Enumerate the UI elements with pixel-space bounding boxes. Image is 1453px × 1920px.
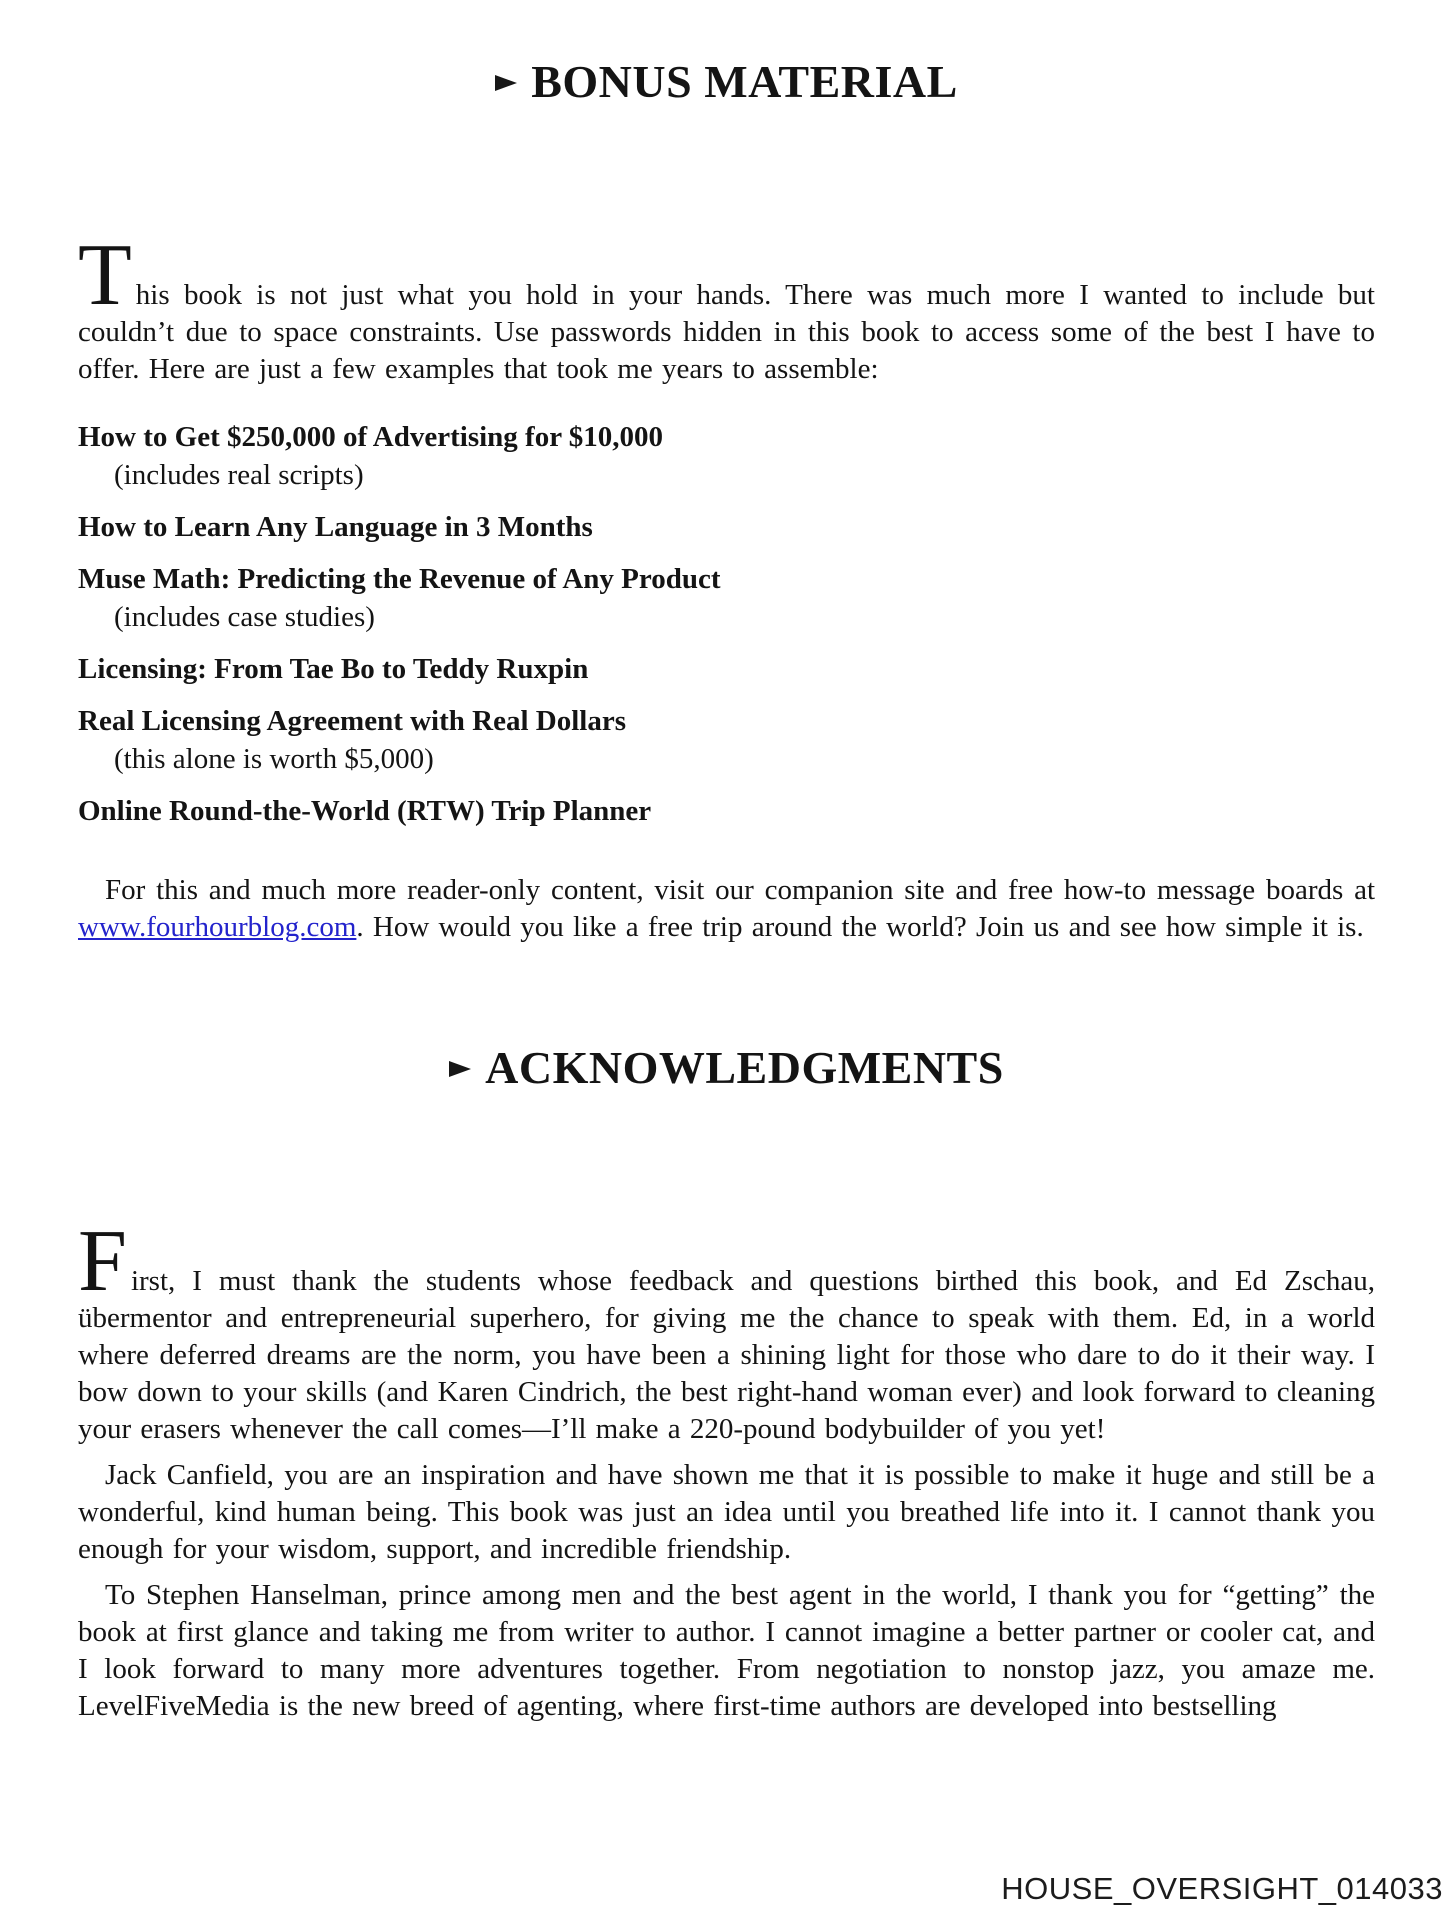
bonus-intro-paragraph	[78, 227, 1375, 388]
right-arrow-icon	[449, 1061, 471, 1077]
list-item	[78, 508, 1375, 546]
bonus-items-list	[78, 418, 1375, 830]
acknowledgments-heading	[78, 1041, 1375, 1094]
bonus-material-heading	[78, 55, 1375, 108]
bonus-material-heading-text: BONUS MATERIAL	[531, 56, 958, 107]
fourhourblog-link[interactable]: www.fourhourblog.com	[78, 911, 357, 943]
bonus-outro-paragraph	[78, 872, 1375, 946]
document-id-watermark: HOUSE_OVERSIGHT_014033	[1001, 1871, 1443, 1906]
acknowledgments-paragraph	[78, 1577, 1375, 1725]
right-arrow-icon	[495, 75, 517, 91]
list-item	[78, 702, 1375, 778]
acknowledgments-paragraph-text: Jack Canfield, you are an inspiration and have shown me that it is possible to make it huge and still be a wonderful, kind human being. This book was just an idea until you breathed life into it. I cannot thank you enough for your wisdom, support, and incredible friendship.	[78, 1459, 1375, 1565]
list-item	[78, 650, 1375, 688]
acknowledgments-paragraph	[78, 1213, 1375, 1448]
list-item	[78, 560, 1375, 636]
bonus-item-note: (this alone is worth $5,000)	[114, 743, 434, 775]
bonus-item-title: Muse Math: Predicting the Revenue of Any Product	[78, 563, 721, 595]
bonus-item-title: Real Licensing Agreement with Real Dollars	[78, 705, 626, 737]
acknowledgments-paragraph-text: irst, I must thank the students whose feedback and questions birthed this book, and Ed Zschau, übermentor and entrepreneurial superhero, for giving me the chance to speak with them. Ed, in a world where deferred dreams are the norm, you have been a shining light for those who dare to do it their way. I bow down to your skills (and Karen Cindrich, the best right-hand woman ever) and look forward to cleaning your erasers whenever the call comes—I’ll make a 220-pound bodybuilder of you yet!	[78, 1265, 1375, 1445]
outro-text-before-link: For this and much more reader-only content, visit our companion site and free how-to message boards at	[105, 874, 1375, 906]
acknowledgments-paragraph	[78, 1457, 1375, 1568]
bonus-item-title: Online Round-the-World (RTW) Trip Planner	[78, 795, 652, 827]
bonus-item-title: Licensing: From Tae Bo to Teddy Ruxpin	[78, 653, 589, 685]
acknowledgments-heading-text: ACKNOWLEDGMENTS	[485, 1042, 1004, 1093]
bonus-item-title: How to Learn Any Language in 3 Months	[78, 511, 593, 543]
list-item	[78, 418, 1375, 494]
outro-text-after-link: . How would you like a free trip around the world? Join us and see how simple it is.	[356, 911, 1364, 943]
bonus-item-title: How to Get $250,000 of Advertising for $10,000	[78, 421, 664, 453]
raised-cap-f: F	[78, 1213, 127, 1310]
bonus-intro-text: his book is not just what you hold in your hands. There was much more I wanted to include but couldn’t due to space constraints. Use passwords hidden in this book to access some of the best I have to offer. Here are just a few examples that took me years to assemble:	[78, 279, 1375, 385]
raised-cap-t: T	[78, 227, 132, 324]
list-item	[78, 792, 1375, 830]
bonus-item-note: (includes case studies)	[114, 601, 375, 633]
bonus-item-note: (includes real scripts)	[114, 459, 364, 491]
acknowledgments-paragraph-text: To Stephen Hanselman, prince among men and the best agent in the world, I thank you for “getting” the book at first glance and taking me from writer to author. I cannot imagine a better partner or cooler cat, and I look forward to many more adventures together. From negotiation to nonstop jazz, you amaze me. LevelFiveMedia is the new breed of agenting, where first-time authors are developed into bestselling	[78, 1579, 1375, 1722]
